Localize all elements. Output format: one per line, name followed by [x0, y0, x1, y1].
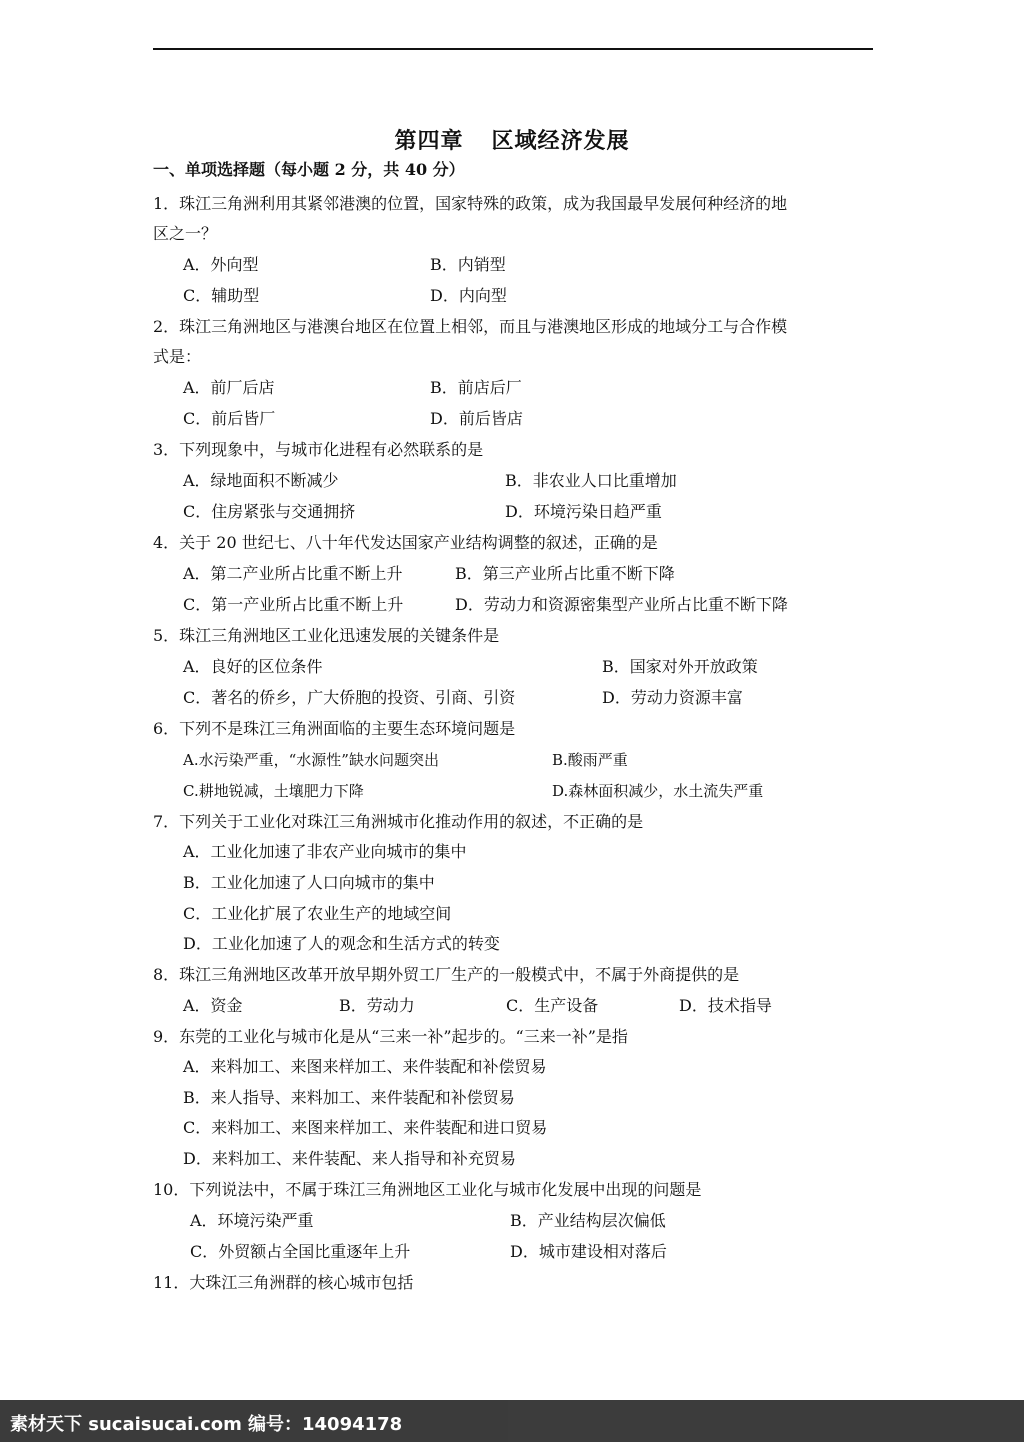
- question-9-option-b: B．来人指导、来料加工、来件装配和补偿贸易: [183, 1088, 515, 1107]
- question-7-option-a: A．工业化加速了非农产业向城市的集中: [183, 842, 467, 861]
- question-10-option-b: B．产业结构层次偏低: [510, 1211, 666, 1230]
- question-1-stem: 1．珠江三角洲利用其紧邻港澳的位置，国家特殊的政策，成为我国最早发展何种经济的地: [153, 194, 788, 213]
- question-8-stem: 8．珠江三角洲地区改革开放早期外贸工厂生产的一般模式中，不属于外商提供的是: [153, 965, 740, 984]
- question-1-option-a: A．外向型: [183, 255, 259, 274]
- question-4-option-d: D．劳动力和资源密集型产业所占比重不断下降: [455, 595, 788, 614]
- question-6-option-d: D.森林面积减少，水土流失严重: [552, 782, 764, 800]
- question-9-option-c: C．来料加工、来图来样加工、来件装配和进口贸易: [183, 1118, 548, 1137]
- watermark-bar: [0, 1400, 1024, 1442]
- question-4-option-a: A．第二产业所占比重不断上升: [183, 564, 403, 583]
- question-7-option-b: B．工业化加速了人口向城市的集中: [183, 873, 435, 892]
- question-8-option-a: A．资金: [183, 996, 243, 1015]
- question-6-option-c: C.耕地锐减，土壤肥力下降: [183, 782, 364, 800]
- question-5-option-a: A．良好的区位条件: [183, 657, 323, 676]
- question-2-option-a: A．前厂后店: [183, 378, 275, 397]
- watermark-id: 编号：14094178: [248, 1414, 403, 1435]
- question-10-option-a: A．环境污染严重: [190, 1211, 314, 1230]
- question-1-stem-cont: 区之一？: [153, 224, 218, 243]
- question-8-option-b: B．劳动力: [339, 996, 415, 1015]
- question-1-option-b: B．内销型: [430, 255, 506, 274]
- question-7-stem: 7．下列关于工业化对珠江三角洲城市化推动作用的叙述，不正确的是: [153, 812, 644, 831]
- question-8-option-c: C．生产设备: [506, 996, 599, 1015]
- question-9-option-d: D．来料加工、来件装配、来人指导和补充贸易: [183, 1149, 516, 1168]
- question-2-option-c: C．前后皆厂: [183, 409, 276, 428]
- question-3-option-d: D．环境污染日趋严重: [505, 502, 662, 521]
- question-10-stem: 10．下列说法中，不属于珠江三角洲地区工业化与城市化发展中出现的问题是: [153, 1180, 702, 1199]
- question-2-option-d: D．前后皆店: [430, 409, 523, 428]
- question-10-option-c: C．外贸额占全国比重逐年上升: [190, 1242, 411, 1261]
- question-2-stem: 2．珠江三角洲地区与港澳台地区在位置上相邻，而且与港澳地区形成的地域分工与合作模: [153, 317, 788, 336]
- question-3-option-b: B．非农业人口比重增加: [505, 471, 677, 490]
- question-3-option-c: C．住房紧张与交通拥挤: [183, 502, 356, 521]
- chapter-title: [0, 124, 1024, 155]
- question-6-option-b: B.酸雨严重: [552, 751, 628, 769]
- question-11-stem: 11．大珠江三角洲群的核心城市包括: [153, 1273, 414, 1292]
- question-1-option-d: D．内向型: [430, 286, 507, 305]
- header-rule: [153, 48, 873, 50]
- chapter-number: 第四章: [394, 128, 464, 154]
- question-1-option-c: C．辅助型: [183, 286, 260, 305]
- question-8-option-d: D．技术指导: [679, 996, 772, 1015]
- question-4-stem: 4．关于 20 世纪七、八十年代发达国家产业结构调整的叙述，正确的是: [153, 533, 658, 552]
- question-6-option-a: A.水污染严重，“水源性”缺水问题突出: [183, 751, 439, 769]
- question-5-stem: 5．珠江三角洲地区工业化迅速发展的关键条件是: [153, 626, 500, 645]
- question-4-option-c: C．第一产业所占比重不断上升: [183, 595, 404, 614]
- question-2-stem-cont: 式是：: [153, 347, 202, 366]
- question-3-option-a: A．绿地面积不断减少: [183, 471, 339, 490]
- question-5-option-d: D．劳动力资源丰富: [602, 688, 743, 707]
- section-heading: 一、单项选择题（每小题 2 分，共 40 分）: [153, 160, 465, 179]
- question-7-option-d: D．工业化加速了人的观念和生活方式的转变: [183, 934, 500, 953]
- question-6-stem: 6．下列不是珠江三角洲面临的主要生态环境问题是: [153, 719, 516, 738]
- question-10-option-d: D．城市建设相对落后: [510, 1242, 667, 1261]
- question-7-option-c: C．工业化扩展了农业生产的地域空间: [183, 904, 452, 923]
- question-5-option-c: C．著名的侨乡，广大侨胞的投资、引商、引资: [183, 688, 516, 707]
- question-2-option-b: B．前店后厂: [430, 378, 522, 397]
- question-9-stem: 9．东莞的工业化与城市化是从“三来一补”起步的。“三来一补”是指: [153, 1027, 628, 1046]
- question-4-option-b: B．第三产业所占比重不断下降: [455, 564, 675, 583]
- question-9-option-a: A．来料加工、来图来样加工、来件装配和补偿贸易: [183, 1057, 547, 1076]
- chapter-name: 区域经济发展: [491, 128, 630, 154]
- watermark-brand: 素材天下 sucaisucai.com: [10, 1414, 242, 1435]
- question-5-option-b: B．国家对外开放政策: [602, 657, 758, 676]
- question-3-stem: 3．下列现象中，与城市化进程有必然联系的是: [153, 440, 484, 459]
